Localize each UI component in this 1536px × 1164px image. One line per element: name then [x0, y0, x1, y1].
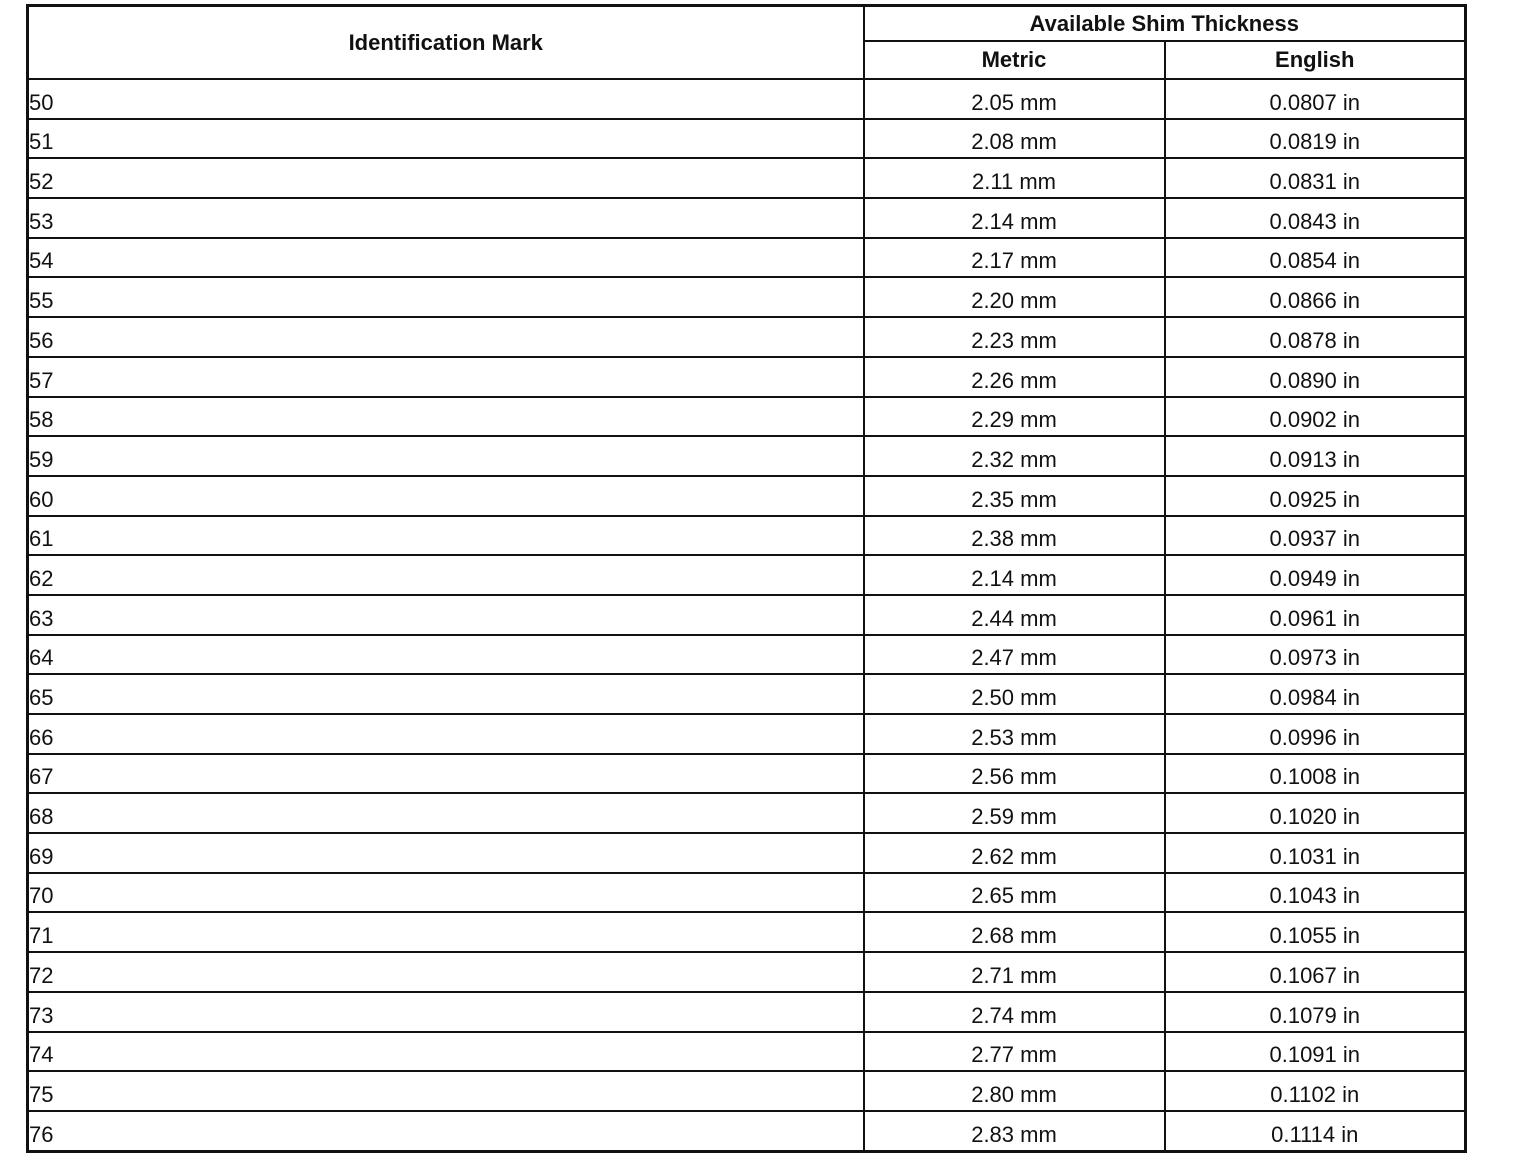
identification-mark-cell: 63 — [28, 595, 864, 635]
english-thickness-cell: 0.0807 in — [1165, 79, 1466, 119]
metric-thickness-cell: 2.80 mm — [864, 1071, 1165, 1111]
english-thickness-cell: 0.1079 in — [1165, 992, 1466, 1032]
metric-thickness-cell: 2.26 mm — [864, 357, 1165, 397]
table-row — [28, 317, 1466, 357]
table-row — [28, 833, 1466, 873]
table-header — [28, 6, 1466, 80]
english-thickness-cell: 0.0854 in — [1165, 238, 1466, 278]
identification-mark-cell: 71 — [28, 912, 864, 952]
metric-thickness-cell: 2.53 mm — [864, 714, 1165, 754]
table-row — [28, 277, 1466, 317]
identification-mark-cell: 66 — [28, 714, 864, 754]
table-row — [28, 1032, 1466, 1072]
identification-mark-cell: 76 — [28, 1111, 864, 1151]
identification-mark-cell: 73 — [28, 992, 864, 1032]
identification-mark-cell: 53 — [28, 198, 864, 238]
english-thickness-cell: 0.1043 in — [1165, 873, 1466, 913]
identification-mark-cell: 51 — [28, 119, 864, 159]
table-body — [28, 79, 1466, 1151]
table-row — [28, 119, 1466, 159]
metric-thickness-cell: 2.14 mm — [864, 198, 1165, 238]
table-row — [28, 793, 1466, 833]
identification-mark-cell: 70 — [28, 873, 864, 913]
metric-header: Metric — [864, 41, 1165, 79]
table-row — [28, 158, 1466, 198]
english-thickness-cell: 0.1031 in — [1165, 833, 1466, 873]
metric-thickness-cell: 2.44 mm — [864, 595, 1165, 635]
identification-mark-cell: 59 — [28, 436, 864, 476]
table-row — [28, 436, 1466, 476]
english-thickness-cell: 0.0843 in — [1165, 198, 1466, 238]
metric-thickness-cell: 2.62 mm — [864, 833, 1165, 873]
english-thickness-cell: 0.1114 in — [1165, 1111, 1466, 1151]
english-thickness-cell: 0.0831 in — [1165, 158, 1466, 198]
identification-mark-cell: 56 — [28, 317, 864, 357]
english-thickness-cell: 0.0866 in — [1165, 277, 1466, 317]
metric-thickness-cell: 2.32 mm — [864, 436, 1165, 476]
metric-thickness-cell: 2.65 mm — [864, 873, 1165, 913]
shim-thickness-table — [26, 4, 1467, 1153]
metric-thickness-cell: 2.23 mm — [864, 317, 1165, 357]
english-header: English — [1165, 41, 1466, 79]
identification-mark-cell: 58 — [28, 397, 864, 437]
identification-mark-cell: 54 — [28, 238, 864, 278]
english-thickness-cell: 0.1091 in — [1165, 1032, 1466, 1072]
metric-thickness-cell: 2.38 mm — [864, 516, 1165, 556]
table-row — [28, 992, 1466, 1032]
english-thickness-cell: 0.1102 in — [1165, 1071, 1466, 1111]
english-thickness-cell: 0.1055 in — [1165, 912, 1466, 952]
english-thickness-cell: 0.0973 in — [1165, 635, 1466, 675]
header-row-group — [28, 6, 1466, 42]
identification-mark-cell: 62 — [28, 555, 864, 595]
identification-mark-cell: 52 — [28, 158, 864, 198]
metric-thickness-cell: 2.11 mm — [864, 158, 1165, 198]
metric-thickness-cell: 2.14 mm — [864, 555, 1165, 595]
english-thickness-cell: 0.0961 in — [1165, 595, 1466, 635]
english-thickness-cell: 0.0913 in — [1165, 436, 1466, 476]
identification-mark-header: Identification Mark — [28, 6, 864, 80]
english-thickness-cell: 0.0819 in — [1165, 119, 1466, 159]
english-thickness-cell: 0.0949 in — [1165, 555, 1466, 595]
table-row — [28, 714, 1466, 754]
metric-thickness-cell: 2.47 mm — [864, 635, 1165, 675]
table-row — [28, 555, 1466, 595]
table-row — [28, 754, 1466, 794]
identification-mark-cell: 74 — [28, 1032, 864, 1072]
metric-thickness-cell: 2.17 mm — [864, 238, 1165, 278]
english-thickness-cell: 0.0937 in — [1165, 516, 1466, 556]
identification-mark-cell: 60 — [28, 476, 864, 516]
english-thickness-cell: 0.1020 in — [1165, 793, 1466, 833]
metric-thickness-cell: 2.29 mm — [864, 397, 1165, 437]
table-row — [28, 198, 1466, 238]
available-shim-thickness-header: Available Shim Thickness — [864, 6, 1466, 42]
metric-thickness-cell: 2.05 mm — [864, 79, 1165, 119]
metric-thickness-cell: 2.20 mm — [864, 277, 1165, 317]
identification-mark-cell: 75 — [28, 1071, 864, 1111]
english-thickness-cell: 0.1067 in — [1165, 952, 1466, 992]
identification-mark-cell: 67 — [28, 754, 864, 794]
table-row — [28, 952, 1466, 992]
table-row — [28, 674, 1466, 714]
metric-thickness-cell: 2.68 mm — [864, 912, 1165, 952]
identification-mark-cell: 65 — [28, 674, 864, 714]
identification-mark-cell: 61 — [28, 516, 864, 556]
identification-mark-cell: 69 — [28, 833, 864, 873]
metric-thickness-cell: 2.56 mm — [864, 754, 1165, 794]
identification-mark-cell: 50 — [28, 79, 864, 119]
metric-thickness-cell: 2.35 mm — [864, 476, 1165, 516]
identification-mark-cell: 68 — [28, 793, 864, 833]
metric-thickness-cell: 2.08 mm — [864, 119, 1165, 159]
metric-thickness-cell: 2.59 mm — [864, 793, 1165, 833]
table-row — [28, 516, 1466, 556]
table-row — [28, 595, 1466, 635]
table-row — [28, 1071, 1466, 1111]
table-row — [28, 357, 1466, 397]
english-thickness-cell: 0.1008 in — [1165, 754, 1466, 794]
identification-mark-cell: 57 — [28, 357, 864, 397]
english-thickness-cell: 0.0890 in — [1165, 357, 1466, 397]
metric-thickness-cell: 2.50 mm — [864, 674, 1165, 714]
table-row — [28, 873, 1466, 913]
identification-mark-cell: 72 — [28, 952, 864, 992]
table-row — [28, 79, 1466, 119]
english-thickness-cell: 0.0925 in — [1165, 476, 1466, 516]
table-row — [28, 476, 1466, 516]
table-row — [28, 635, 1466, 675]
table-row — [28, 1111, 1466, 1151]
metric-thickness-cell: 2.71 mm — [864, 952, 1165, 992]
identification-mark-cell: 55 — [28, 277, 864, 317]
english-thickness-cell: 0.0902 in — [1165, 397, 1466, 437]
metric-thickness-cell: 2.74 mm — [864, 992, 1165, 1032]
identification-mark-cell: 64 — [28, 635, 864, 675]
metric-thickness-cell: 2.83 mm — [864, 1111, 1165, 1151]
english-thickness-cell: 0.0984 in — [1165, 674, 1466, 714]
metric-thickness-cell: 2.77 mm — [864, 1032, 1165, 1072]
english-thickness-cell: 0.0878 in — [1165, 317, 1466, 357]
table-row — [28, 912, 1466, 952]
table-row — [28, 397, 1466, 437]
table-row — [28, 238, 1466, 278]
english-thickness-cell: 0.0996 in — [1165, 714, 1466, 754]
